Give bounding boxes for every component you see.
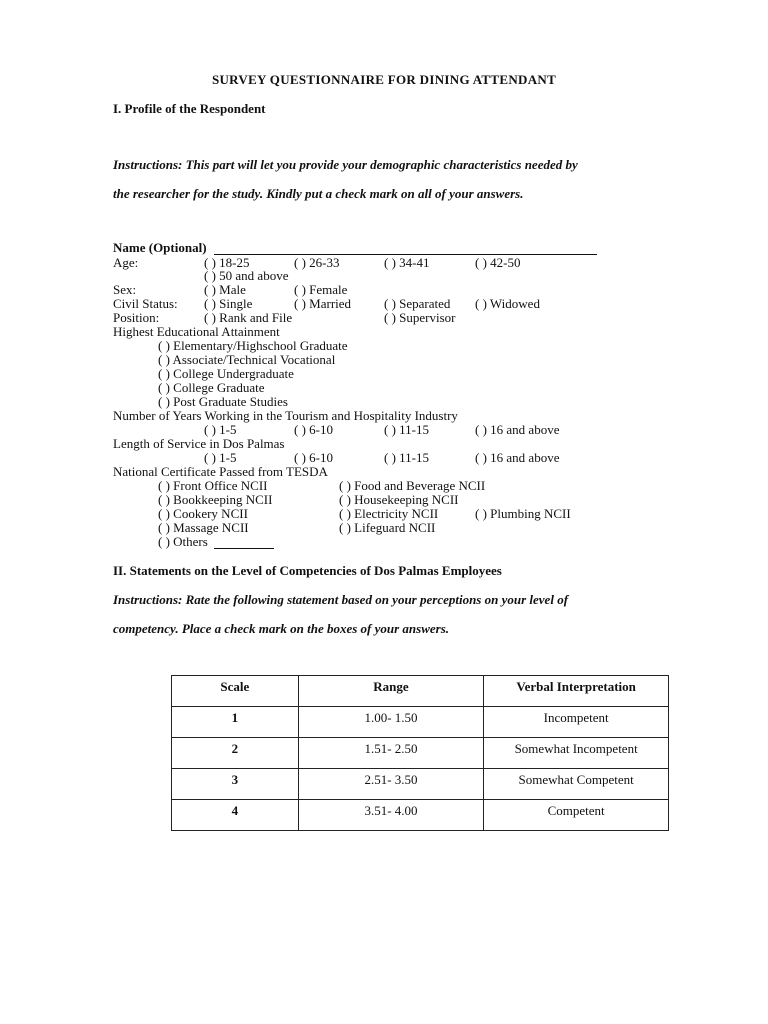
tesda-option[interactable]: ( ) Front Office NCII <box>158 478 268 493</box>
document-title: SURVEY QUESTIONNAIRE FOR DINING ATTENDANT <box>211 72 557 87</box>
interpretation-cell: Incompetent <box>484 707 669 738</box>
civil-status-option[interactable]: ( ) Widowed <box>475 296 540 311</box>
civil-status-option[interactable]: ( ) Married <box>294 296 352 311</box>
name-field[interactable] <box>113 241 597 255</box>
age-option[interactable]: ( ) 42-50 <box>475 255 521 270</box>
service-option[interactable]: ( ) 6-10 <box>294 450 333 465</box>
interpretation-cell: Somewhat Competent <box>484 769 669 800</box>
education-label: Highest Educational Attainment <box>113 324 280 339</box>
tesda-option[interactable]: ( ) Bookkeeping NCII <box>158 492 273 507</box>
table-header-row <box>172 676 669 707</box>
interpretation-header: Verbal Interpretation <box>484 676 669 707</box>
range-header: Range <box>298 676 484 707</box>
sex-option[interactable]: ( ) Female <box>294 282 348 297</box>
table-row <box>172 707 669 738</box>
interpretation-cell: Competent <box>484 800 669 831</box>
age-option[interactable]: ( ) 50 and above <box>204 268 289 283</box>
table-row <box>172 738 669 769</box>
civil-status-label: Civil Status: <box>113 296 178 311</box>
tesda-others-field[interactable] <box>158 535 274 549</box>
education-option[interactable]: ( ) College Undergraduate <box>158 366 294 381</box>
section-2-instructions-line-1: Instructions: Rate the following statement based on your perceptions on your level of <box>113 592 569 607</box>
tesda-option: ( ) Others <box>158 534 208 549</box>
tesda-option[interactable]: ( ) Plumbing NCII <box>475 506 571 521</box>
section-1-heading: I. Profile of the Respondent <box>113 101 266 116</box>
service-option[interactable]: ( ) 1-5 <box>204 450 237 465</box>
education-option[interactable]: ( ) Post Graduate Studies <box>158 394 288 409</box>
age-option[interactable]: ( ) 26-33 <box>294 255 340 270</box>
service-option[interactable]: ( ) 11-15 <box>384 450 430 465</box>
tesda-option[interactable]: ( ) Food and Beverage NCII <box>339 478 486 493</box>
position-label: Position: <box>113 310 160 325</box>
section-2-heading: II. Statements on the Level of Competencies of Dos Palmas Employees <box>113 563 502 578</box>
years-option[interactable]: ( ) 6-10 <box>294 422 333 437</box>
sex-option[interactable]: ( ) Male <box>204 282 246 297</box>
education-option[interactable]: ( ) Elementary/Highschool Graduate <box>158 338 348 353</box>
education-option[interactable]: ( ) Associate/Technical Vocational <box>158 352 336 367</box>
age-option[interactable]: ( ) 18-25 <box>204 255 250 270</box>
scale-cell: 3 <box>172 769 299 800</box>
name-blank[interactable] <box>214 242 597 255</box>
range-cell: 1.00- 1.50 <box>298 707 484 738</box>
tesda-option[interactable]: ( ) Lifeguard NCII <box>339 520 436 535</box>
years-label: Number of Years Working in the Tourism and Hospitality Industry <box>113 408 458 423</box>
others-blank[interactable] <box>214 536 274 549</box>
scale-header: Scale <box>172 676 299 707</box>
scale-cell: 1 <box>172 707 299 738</box>
range-cell: 3.51- 4.00 <box>298 800 484 831</box>
service-label: Length of Service in Dos Palmas <box>113 436 285 451</box>
civil-status-option[interactable]: ( ) Single <box>204 296 253 311</box>
section-1-instructions-line-2: the researcher for the study. Kindly put a check mark on all of your answers. <box>113 186 524 201</box>
education-option[interactable]: ( ) College Graduate <box>158 380 265 395</box>
position-option[interactable]: ( ) Supervisor <box>384 310 456 325</box>
civil-status-option[interactable]: ( ) Separated <box>384 296 451 311</box>
tesda-label: National Certificate Passed from TESDA <box>113 464 328 479</box>
age-option[interactable]: ( ) 34-41 <box>384 255 430 270</box>
scale-cell: 2 <box>172 738 299 769</box>
section-2-instructions-line-2: competency. Place a check mark on the boxes of your answers. <box>113 621 450 636</box>
years-option[interactable]: ( ) 16 and above <box>475 422 560 437</box>
service-option[interactable]: ( ) 16 and above <box>475 450 560 465</box>
years-option[interactable]: ( ) 11-15 <box>384 422 430 437</box>
table-row <box>172 769 669 800</box>
position-option[interactable]: ( ) Rank and File <box>204 310 293 325</box>
tesda-option[interactable]: ( ) Housekeeping NCII <box>339 492 459 507</box>
age-label: Age: <box>113 255 139 270</box>
tesda-option[interactable]: ( ) Electricity NCII <box>339 506 439 521</box>
scale-table <box>171 675 669 831</box>
name-label: Name (Optional) <box>113 240 207 255</box>
section-1-instructions-line-1: Instructions: This part will let you provide your demographic characteristics needed by <box>113 157 578 172</box>
scale-cell: 4 <box>172 800 299 831</box>
table-row <box>172 800 669 831</box>
tesda-option[interactable]: ( ) Cookery NCII <box>158 506 248 521</box>
interpretation-cell: Somewhat Incompetent <box>484 738 669 769</box>
tesda-option[interactable]: ( ) Massage NCII <box>158 520 249 535</box>
years-option[interactable]: ( ) 1-5 <box>204 422 237 437</box>
sex-label: Sex: <box>113 282 137 297</box>
range-cell: 1.51- 2.50 <box>298 738 484 769</box>
range-cell: 2.51- 3.50 <box>298 769 484 800</box>
